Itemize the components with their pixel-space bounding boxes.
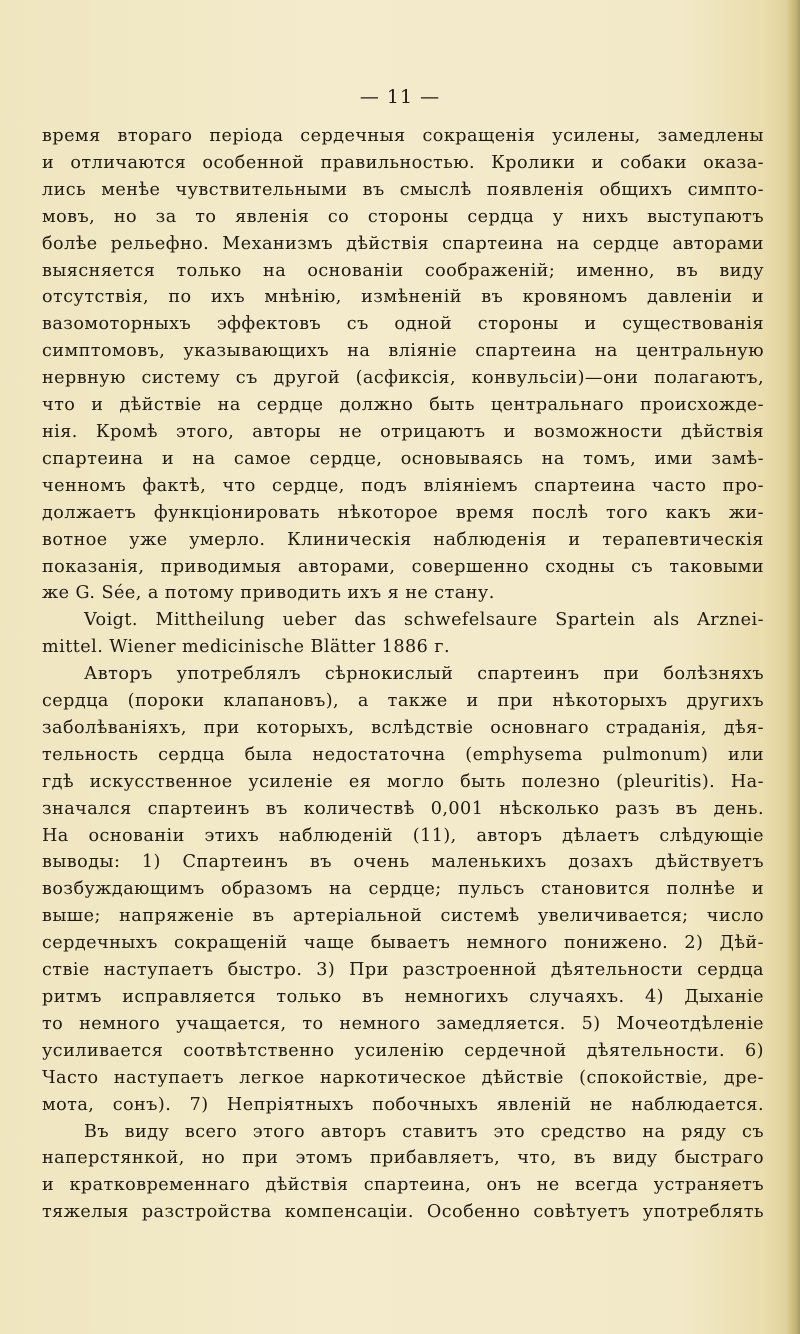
text-line: мота, сонъ). 7) Непріятныхъ побочныхъ явленій не наблюдается.	[42, 1094, 764, 1115]
text-line: симптомовъ, указывающихъ на вліяніе спартеина на центральную	[42, 341, 764, 362]
text-line: заболѣваніяхъ, при которыхъ, вслѣдствіе основнаго страданія, дѣя-	[42, 717, 764, 738]
text-line: время втораго періода сердечныя сокращенія усилены, замедлены	[42, 126, 764, 146]
text-line: ченномъ фактѣ, что сердце, подъ вліяніемъ спартеина часто про-	[42, 475, 764, 496]
page-edge-shadow	[786, 0, 800, 1334]
text-line: и отличаются особенной правильностью. Кролики и собаки оказа-	[42, 152, 764, 173]
text-line: же G. Sée, а потому приводить ихъ я не стану.	[42, 583, 495, 604]
text-line: возбуждающимъ образомъ на сердце; пульсъ становится полнѣе и	[42, 879, 764, 900]
text-line: нервную систему съ другой (асфиксія, конвульсіи)—они полагаютъ,	[42, 368, 764, 389]
text-line: сердечныхъ сокращеній чаще бываетъ немного понижено. 2) Дѣй-	[42, 933, 764, 954]
text-line: На основаніи этихъ наблюденій (11), авторъ дѣлаетъ слѣдующіе	[42, 825, 764, 846]
text-line: Авторъ употреблялъ сѣрнокислый спартеинъ при болѣзняхъ	[84, 664, 764, 685]
text-line: болѣе рельефно. Механизмъ дѣйствія спартеина на сердце авторами	[42, 233, 764, 254]
text-line: и кратковременнаго дѣйствія спартеина, онъ не всегда устраняетъ	[42, 1175, 764, 1196]
text-line: вазомоторныхъ эффектовъ съ одной стороны и существованія	[42, 314, 764, 335]
text-line: то немного учащается, то немного замедляется. 5) Мочеотдѣленіе	[42, 1013, 764, 1034]
text-line: выше; напряженіе въ артеріальной системѣ увеличивается; число	[42, 906, 764, 927]
text-line: тельность сердца была недостаточна (emphysema pulmonum) или	[42, 744, 764, 765]
text-line: выясняется только на основаніи соображеній; именно, въ виду	[42, 260, 764, 281]
text-line: должаетъ функціонировать нѣкоторое время послѣ того какъ жи-	[42, 502, 764, 523]
text-line: ствіе наступаетъ быстро. 3) При разстроенной дѣятельности сердца	[42, 960, 764, 981]
text-line: Часто наступаетъ легкое наркотическое дѣйствіе (спокойствіе, дре-	[42, 1067, 764, 1088]
text-line: mittel. Wiener medicinische Blätter 1886 г.	[42, 637, 451, 658]
page-number: — 11 —	[359, 86, 441, 108]
text-line: Въ виду всего этого авторъ ставитъ это средство на ряду съ	[84, 1121, 764, 1142]
body-text	[42, 123, 764, 1226]
text-line: наперстянкой, но при этомъ прибавляетъ, что, въ виду быстраго	[42, 1148, 764, 1169]
text-line: гдѣ искусственное усиленіе ея могло быть полезно (pleuritis). На-	[42, 771, 764, 792]
text-line: мовъ, но за то явленія со стороны сердца у нихъ выступаютъ	[42, 206, 764, 227]
text-line: отсутствія, по ихъ мнѣнію, измѣненій въ кровяномъ давленіи и	[42, 287, 764, 308]
text-line: вотное уже умерло. Клиническія наблюденія и терапевтическія	[42, 529, 764, 550]
text-line: нія. Кромѣ этого, авторы не отрицаютъ и возможности дѣйствія	[42, 421, 764, 442]
text-line: спартеина и на самое сердце, основываясь на томъ, ими замѣ-	[42, 448, 764, 469]
text-line: Voigt. Mittheilung ueber das schwefelsaure Spartein als Arznei-	[84, 610, 764, 631]
text-line: что и дѣйствіе на сердце должно быть центральнаго происхожде-	[42, 395, 764, 416]
text-line: значался спартеинъ въ количествѣ 0,001 нѣсколько разъ въ день.	[42, 798, 764, 819]
text-line: лись менѣе чувствительными въ смыслѣ появленія общихъ симпто-	[42, 179, 764, 200]
text-line: выводы: 1) Спартеинъ въ очень маленькихъ дозахъ дѣйствуетъ	[42, 852, 764, 873]
text-line: сердца (пороки клапановъ), а также и при нѣкоторыхъ другихъ	[42, 691, 764, 712]
text-line: тяжелыя разстройства компенсаціи. Особенно совѣтуетъ употреблять	[42, 1202, 764, 1223]
text-line: усиливается соотвѣтственно усиленію сердечной дѣятельности. 6)	[42, 1040, 764, 1061]
text-line: показанія, приводимыя авторами, совершенно сходны съ таковыми	[42, 556, 764, 577]
text-line: ритмъ исправляется только въ немногихъ случаяхъ. 4) Дыханіе	[42, 987, 764, 1007]
